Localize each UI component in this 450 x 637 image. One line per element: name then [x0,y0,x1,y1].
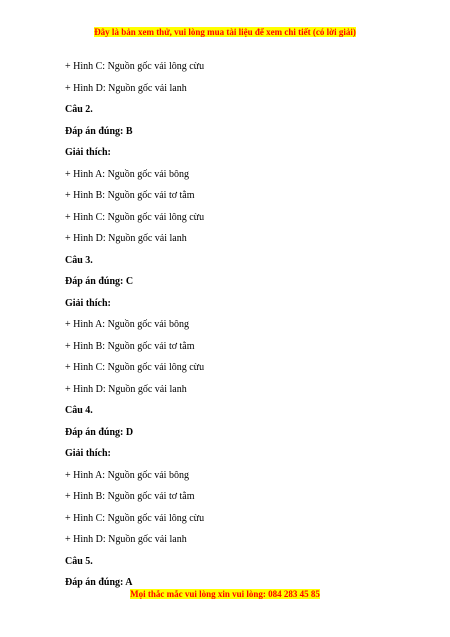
heading-line: Câu 2. [65,104,93,115]
heading-line: Giải thích: [65,297,111,309]
heading-line: Đáp án đúng: C [65,276,134,287]
explanation-line: + Hình C: Nguồn gốc vải lông cừu [65,362,205,373]
preview-notice-banner [0,27,450,38]
explanation-line: + Hình D: Nguồn gốc vải lanh [65,383,187,395]
explanation-line: + Hình A: Nguồn gốc vải bông [65,168,189,180]
heading-line: Câu 4. [65,405,93,416]
contact-notice-text: Mọi thắc mắc vui lòng xin vui lòng: 084 283 45 85 [130,589,320,599]
explanation-line: + Hình C: Nguồn gốc vải lông cừu [65,61,205,72]
heading-line: Giải thích: [65,448,111,459]
explanation-line: + Hình B: Nguồn gốc vải tơ tằm [65,340,195,352]
preview-notice-text: Đây là bản xem thử, vui lòng mua tài liệu để xem chi tiết (có lời giải) [94,27,356,37]
explanation-line: + Hình B: Nguồn gốc vải tơ tằm [65,491,195,502]
explanation-line: + Hình A: Nguồn gốc vải bông [65,319,189,330]
contact-notice-banner [0,589,450,600]
explanation-line: + Hình D: Nguồn gốc vải lanh [65,534,187,545]
explanation-line: + Hình D: Nguồn gốc vải lanh [65,82,187,94]
explanation-line: + Hình A: Nguồn gốc vải bông [65,469,189,481]
explanation-line: + Hình C: Nguồn gốc vải lông cừu [65,211,205,223]
heading-line: Đáp án đúng: A [65,577,133,588]
explanation-line: + Hình D: Nguồn gốc vải lanh [65,233,187,244]
heading-line: Giải thích: [65,147,111,158]
explanation-line: + Hình B: Nguồn gốc vải tơ tằm [65,190,195,201]
heading-line: Đáp án đúng: D [65,426,134,438]
heading-line: Câu 5. [65,555,93,567]
heading-line: Câu 3. [65,254,93,266]
answer-key-content [65,56,395,594]
explanation-line: + Hình C: Nguồn gốc vải lông cừu [65,512,205,524]
heading-line: Đáp án đúng: B [65,125,133,137]
